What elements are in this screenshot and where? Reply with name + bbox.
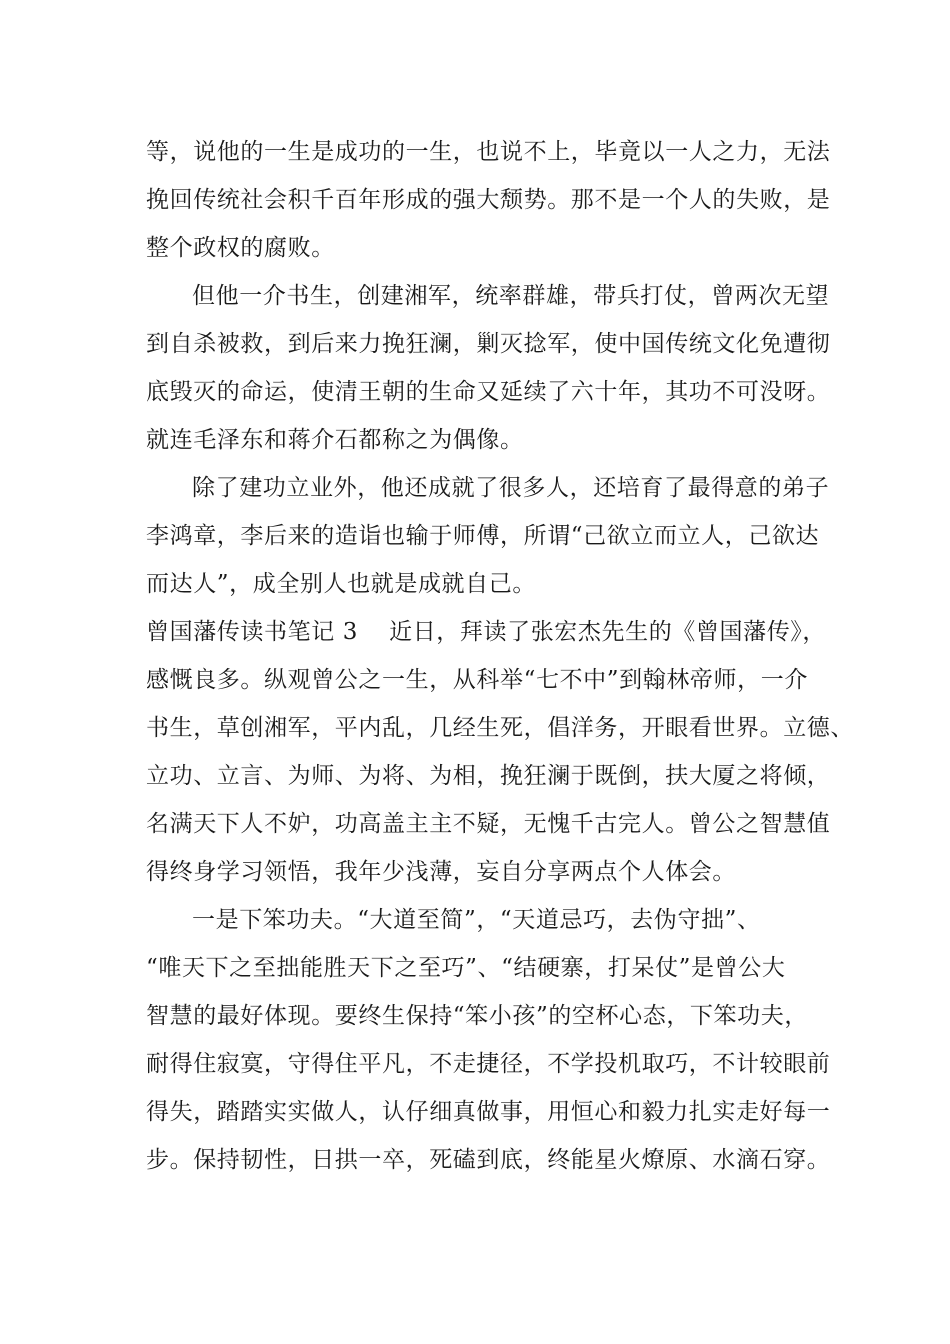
text-line: 步。保持韧性，日拱一卒，死磕到底，终能星火燎原、水滴石穿。: [146, 1147, 831, 1173]
text-line: “唯天下之至拙能胜天下之至巧”、“结硬寨，打呆仗”是曾公大: [146, 955, 786, 981]
text-line: 书生，草创湘军，平内乱，几经生死，倡洋务，开眼看世界。立德、: [146, 715, 854, 741]
text-line: 挽回传统社会积千百年形成的强大颓势。那不是一个人的失败，是: [146, 187, 831, 213]
text-line: 名满天下人不妒，功高盖主主不疑，无愧千古完人。曾公之智慧值: [146, 811, 831, 837]
text-line: 到自杀被救，到后来力挽狂澜，剿灭捻军，使中国传统文化免遭彻: [146, 331, 831, 357]
text-line: 但他一介书生，创建湘军，统率群雄，带兵打仗，曾两次无望: [192, 283, 830, 309]
text-line: 得失，踏踏实实做人，认仔细真做事，用恒心和毅力扎实走好每一: [146, 1099, 831, 1125]
text-line: 近日，拜读了张宏杰先生的《曾国藩传》，: [389, 619, 826, 645]
text-line: 除了建功立业外，他还成就了很多人，还培育了最得意的弟子: [192, 475, 830, 501]
text-line: 感慨良多。纵观曾公之一生，从科举“七不中”到翰林帝师，一介: [146, 667, 808, 693]
text-line: 整个政权的腐败。: [146, 235, 335, 261]
text-line: 一是下笨功夫。“大道至简”，“天道忌巧，去伪守拙”、: [192, 907, 761, 933]
text-line: 耐得住寂寞，守得住平凡，不走捷径，不学投机取巧，不计较眼前: [146, 1051, 831, 1077]
text-line: 底毁灭的命运，使清王朝的生命又延续了六十年，其功不可没呀。: [146, 379, 831, 405]
document-body: [146, 128, 854, 1184]
text-line: 得终身学习领悟，我年少浅薄，妄自分享两点个人体会。: [146, 859, 736, 885]
text-line: 就连毛泽东和蒋介石都称之为偶像。: [146, 427, 524, 453]
text-line: 智慧的最好体现。要终生保持“笨小孩”的空杯心态，下笨功夫，: [146, 1003, 808, 1029]
text-line: 立功、立言、为师、为将、为相，挽狂澜于既倒，扶大厦之将倾，: [146, 763, 831, 789]
section-title: 曾国藩传读书笔记 3: [146, 619, 358, 645]
section-heading-line: [146, 608, 826, 656]
text-line: 而达人”，成全别人也就是成就自己。: [146, 571, 536, 597]
text-line: 李鸿章，李后来的造诣也输于师傅，所谓“己欲立而立人，己欲达: [146, 523, 820, 549]
text-line: 等，说他的一生是成功的一生，也说不上，毕竟以一人之力，无法: [146, 139, 831, 165]
